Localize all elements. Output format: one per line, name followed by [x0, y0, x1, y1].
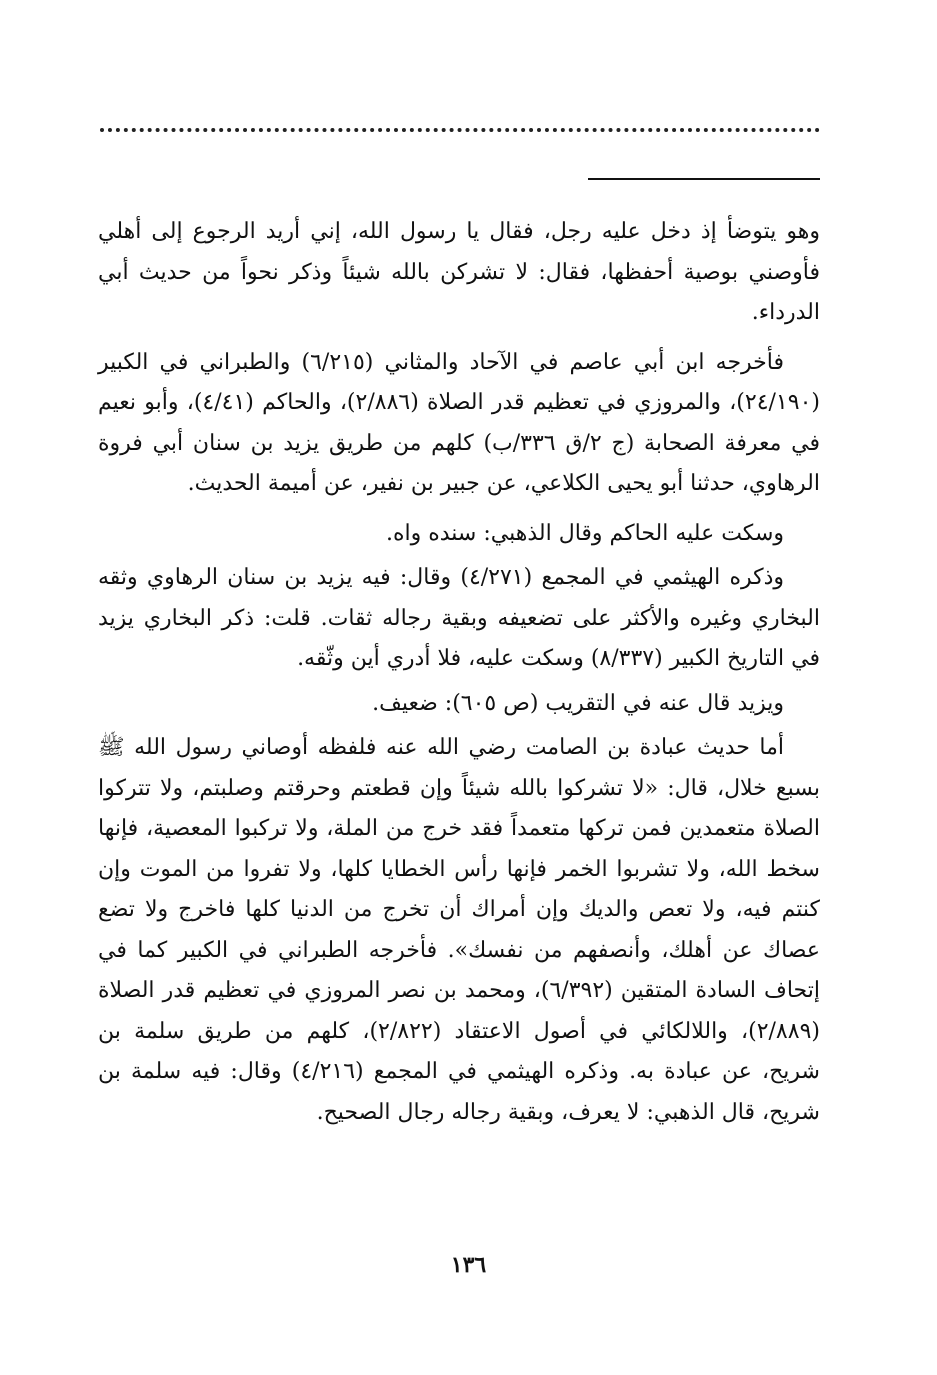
paragraph-5: ويزيد قال عنه في التقريب (ص ٦٠٥): ضعيف. — [372, 690, 784, 716]
paragraph-4: وذكره الهيثمي في المجمع (٤/٢٧١) وقال: فيه يزيد بن سنان الرهاوي وثقه البخاري وغيره والأكثر على تضعيفه وبقية رجاله ثقات. قلت: ذكر البخاري يزيد في التاريخ الكبير (٨/٣٣٧) وسكت عليه، فلا أدري أين وثّقه. — [98, 565, 820, 671]
paragraph-2: فأخرجه ابن أبي عاصم في الآحاد والمثاني (٦/٢١٥) والطبراني في الكبير (٢٤/١٩٠)، والمروزي في تعظيم قدر الصلاة (٢/٨٨٦)، والحاكم (٤/٤١)، وأبو نعيم في معرفة الصحابة (ج ٢/ق ٣٣٦/ب) كلهم من طريق يزيد بن سنان أبي فروة الرهاوي، حدثنا أبو يحيى الكلاعي، عن جبير بن نفير، عن أميمة الحديث. — [98, 349, 820, 496]
dotted-separator — [100, 128, 820, 132]
body-text — [98, 212, 820, 1142]
paragraph-3: وسكت عليه الحاكم وقال الذهبي: سنده واه. — [385, 520, 784, 546]
footnote-rule — [588, 178, 820, 180]
page-number: ١٣٦ — [450, 1252, 487, 1278]
paragraph-1: وهو يتوضأ إذ دخل عليه رجل، فقال يا رسول الله، إني أريد الرجوع إلى أهلي فأوصني بوصية أحفظها، فقال: لا تشركن بالله شيئاً وذكر نحواً من حديث أبي الدرداء. — [98, 219, 820, 325]
paragraph-6: أما حديث عبادة بن الصامت رضي الله عنه فلفظه أوصاني رسول الله ﷺ بسبع خلال، قال: «لا تشركوا بالله شيئاً وإن قطعتم وحرقتم وصلبتم، ولا تتركوا الصلاة متعمدين فمن تركها متعمداً فقد خرج من الملة، ولا تركبوا المعصية، فإنها سخط الله، ولا تشربوا الخمر فإنها رأس الخطايا كلها، ولا تفروا من الموت وإن كنتم فيه، ولا تعص والديك وإن أمراك أن تخرج من الدنيا كلها فاخرج ولا تضع عصاك عن أهلك، وأنصفهم من نفسك». فأخرجه الطبراني في الكبير كما في إتحاف السادة المتقين (٦/٣٩٢)، ومحمد بن نصر المروزي في تعظيم قدر الصلاة (٢/٨٨٩)، واللالكائي في أصول الاعتقاد (٢/٨٢٢)، كلهم من طريق سلمة بن شريح، عن عبادة به. وذكره الهيثمي في المجمع (٤/٢١٦) وقال: فيه سلمة بن شريح، قال الذهبي: لا يعرف، وبقية رجاله رجال الصحيح. — [98, 735, 820, 1125]
